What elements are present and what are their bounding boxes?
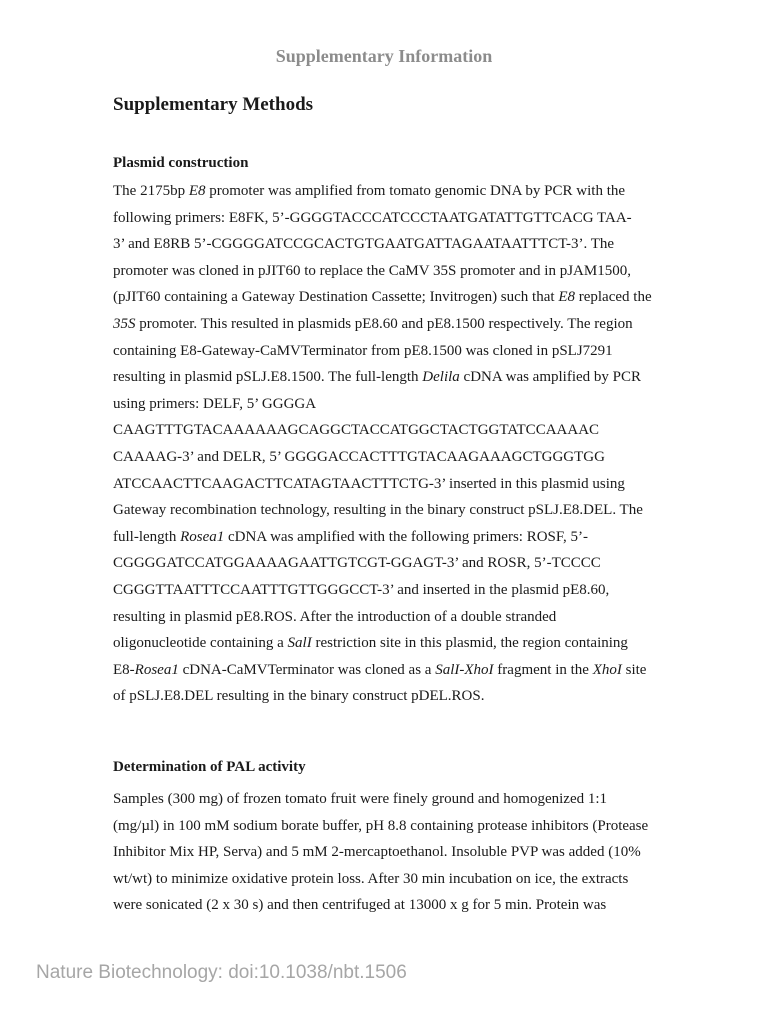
text-run: fragment in the [493,661,593,678]
italic-term: SalI-XhoI [435,661,494,678]
text-run: CGGGTTAATTTCCAATTTGTTGGGCCT-3’ and inserted in the plasmid pE8.60, [113,581,610,598]
text-run: of pSLJ.E8.DEL resulting in the binary construct pDEL.ROS. [113,688,485,705]
text-run: CGGGGATCCATGGAAAAGAATTGTCGT-GGAGT-3’ and ROSR, 5’-TCCCC [113,555,601,572]
text-run: resulting in plasmid pSLJ.E8.1500. The full-length [113,369,423,386]
text-run: E8- [113,661,135,678]
text-line [113,497,673,524]
text-line [113,683,673,710]
text-line [113,657,673,684]
text-run: CAAGTTTGTACAAAAAAGCAGGCTACCATGGCTACTGGTATCCAAAAC [113,422,600,439]
text-run: The 2175bp [113,183,189,199]
text-line [113,417,673,444]
text-run: site [621,661,647,678]
text-run: full-length [113,528,181,545]
text-line [113,839,673,866]
text-line [113,444,673,471]
text-run: (mg/µl) in 100 mM sodium borate buffer, pH 8.8 containing protease inhibitors (Protease [113,817,649,834]
text-line [113,338,673,365]
text-run: were sonicated (2 x 30 s) and then centrifuged at 13000 x g for 5 min. Protein was [113,897,607,914]
text-line [113,577,673,604]
italic-term: E8 [188,183,206,199]
text-line [113,892,673,919]
text-run: following primers: E8FK, 5’-GGGGTACCCATCCCTAATGATATTGTTCACG TAA- [113,209,632,226]
italic-term: SalI [287,635,312,652]
text-line [113,866,673,893]
text-run: resulting in plasmid pE8.ROS. After the introduction of a double stranded [113,608,557,625]
text-run: using primers: DELF, 5’ GGGGA [113,395,317,412]
italic-term: Delila [422,369,460,386]
text-run: ATCCAACTTCAAGACTTCATAGTAACTTTCTG-3’ inserted in this plasmid using [113,475,625,492]
text-run: Samples (300 mg) of frozen tomato fruit were finely ground and homogenized 1:1 [113,791,608,807]
footer-doi: Nature Biotechnology: doi:10.1038/nbt.1506 [36,962,407,983]
text-line [113,524,673,551]
text-run: (pJIT60 containing a Gateway Destination Cassette; Invitrogen) such that [113,289,559,306]
text-line [113,550,673,577]
text-line [113,258,673,285]
text-run: restriction site in this plasmid, the region containing [311,635,628,652]
text-line [113,604,673,631]
text-run: promoter was amplified from tomato genomic DNA by PCR with the [205,183,626,199]
text-run: containing E8-Gateway-CaMVTerminator from pE8.1500 was cloned in pSLJ7291 [113,342,613,359]
text-line [113,284,673,311]
section-title: Supplementary Methods [113,94,314,115]
italic-term: E8 [558,289,575,306]
text-line [113,364,673,391]
text-line [113,178,673,205]
text-run: replaced the [574,289,652,306]
italic-term: XhoI [592,661,622,678]
text-run: promoter. This resulted in plasmids pE8.60 and pE8.1500 respectively. The region [135,315,633,332]
text-line [113,786,673,813]
text-run: oligonucleotide containing a [113,635,288,652]
text-line [113,630,673,657]
plasmid-construction-paragraph [113,178,673,710]
text-line [113,205,673,232]
text-run: CAAAAG-3’ and DELR, 5’ GGGGACCACTTTGTACAAGAAAGCTGGGTGG [113,448,605,465]
running-header: Supplementary Information [275,46,493,66]
text-run: cDNA-CaMVTerminator was cloned as a [178,661,436,678]
text-run: wt/wt) to minimize oxidative protein loss. After 30 min incubation on ice, the extracts [113,870,629,887]
text-line [113,471,673,498]
text-run: cDNA was amplified by PCR [459,369,642,386]
text-line [113,311,673,338]
text-line [113,231,673,258]
text-run: Inhibitor Mix HP, Serva) and 5 mM 2-mercaptoethanol. Insoluble PVP was added (10% [113,844,641,861]
italic-term: Rosea1 [134,661,179,678]
text-line [113,813,673,840]
italic-term: 35S [113,315,136,332]
text-run: cDNA was amplified with the following primers: ROSF, 5’- [224,528,589,545]
pal-activity-paragraph [113,786,673,919]
text-run: Gateway recombination technology, resulting in the binary construct pSLJ.E8.DEL. The [113,502,643,519]
text-line [113,391,673,418]
plasmid-construction-heading: Plasmid construction [113,155,249,171]
text-run: promoter was cloned in pJIT60 to replace the CaMV 35S promoter and in pJAM1500, [113,262,631,279]
pal-activity-heading: Determination of PAL activity [113,759,306,775]
text-run: 3’ and E8RB 5’-CGGGGATCCGCACTGTGAATGATTAGAATAATTTCT-3’. The [113,236,615,253]
italic-term: Rosea1 [180,528,225,545]
